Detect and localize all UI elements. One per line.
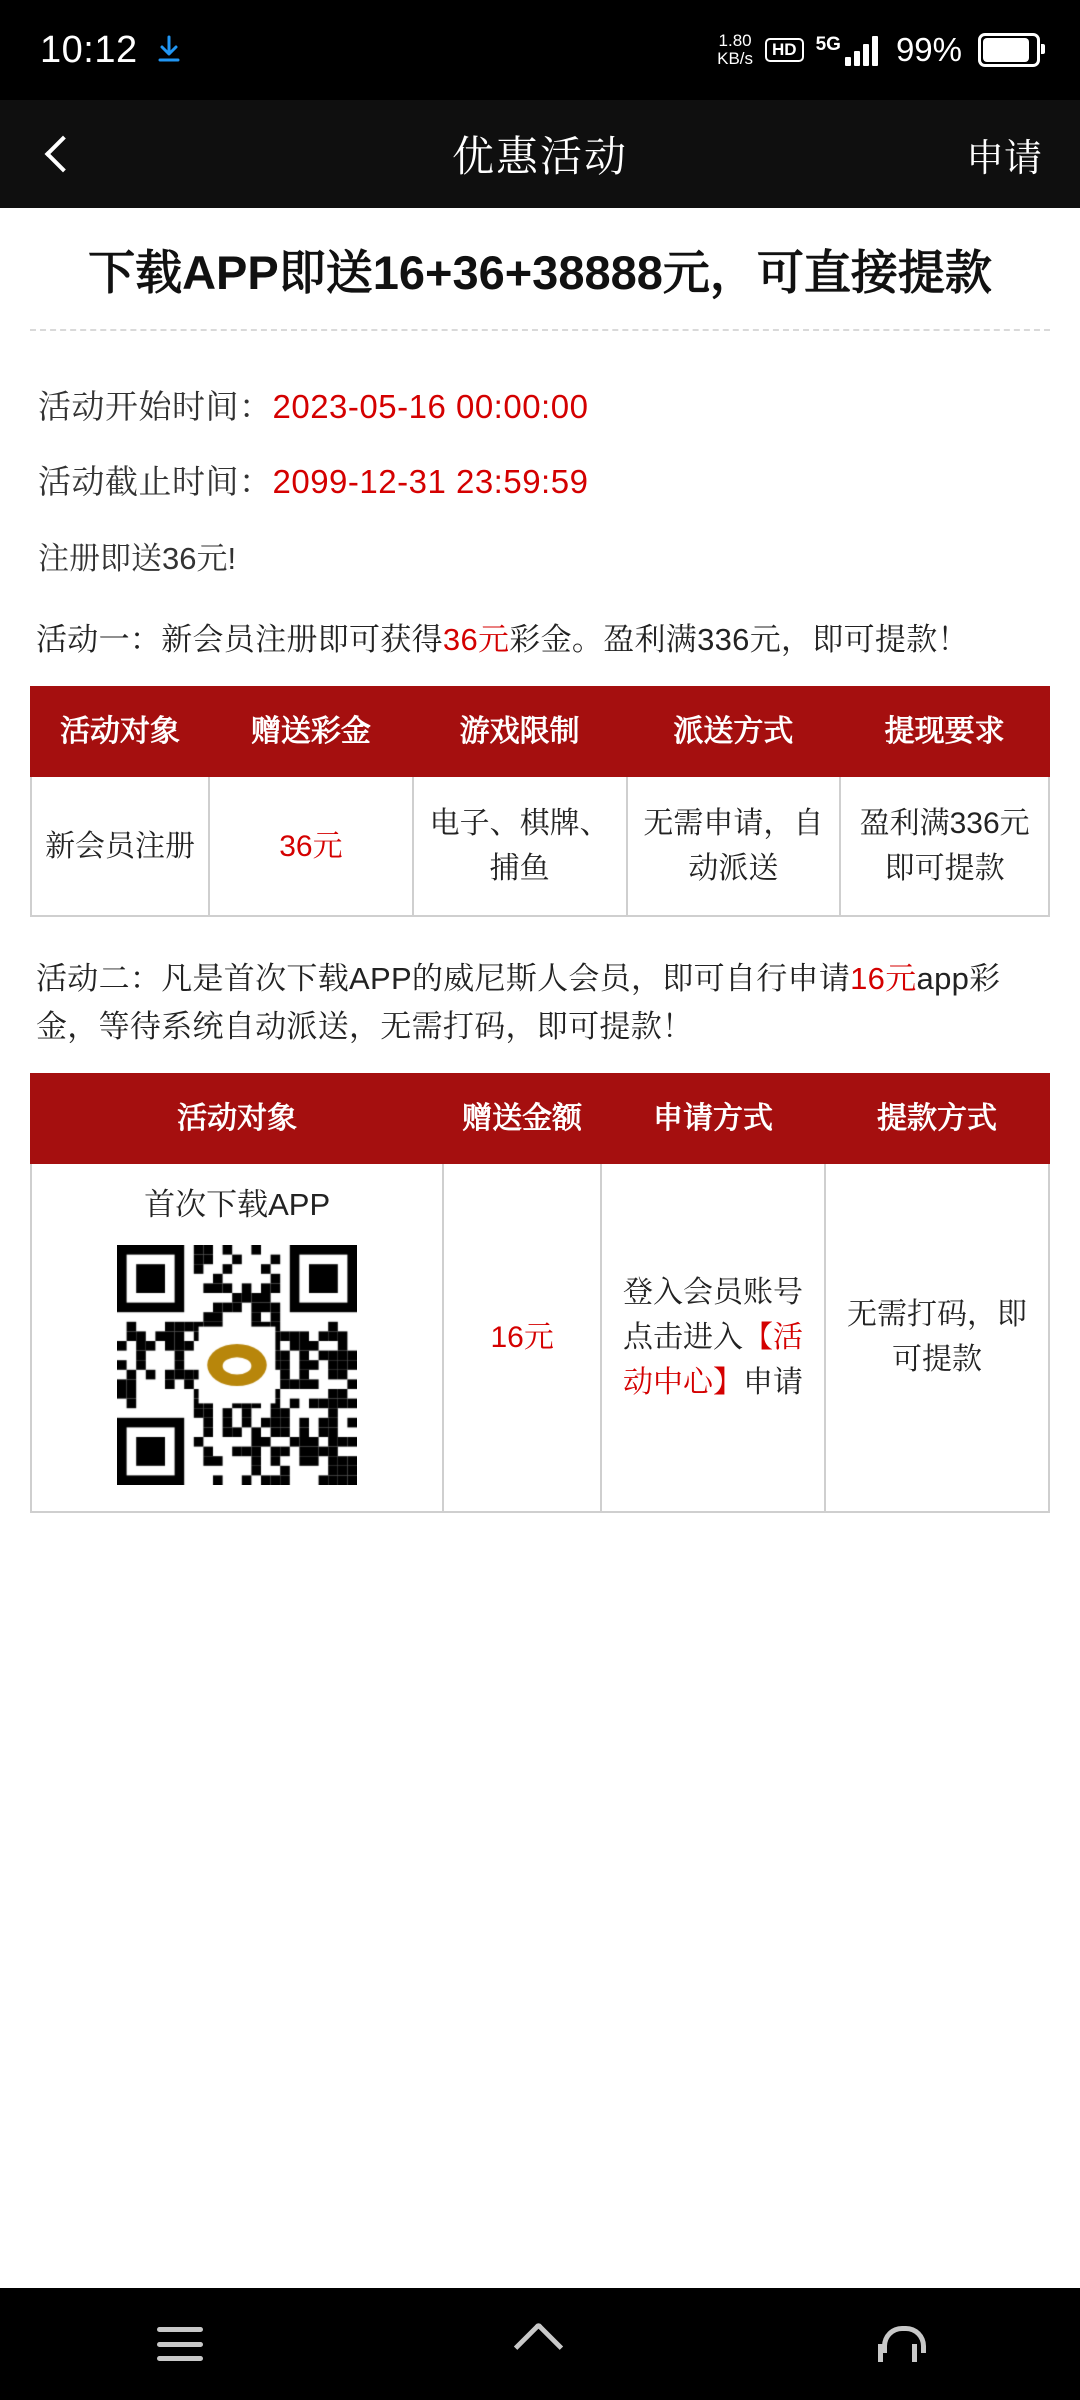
page-content bbox=[0, 208, 1080, 2288]
table1-header-cell: 游戏限制 bbox=[413, 687, 627, 776]
signal-icon bbox=[816, 35, 878, 66]
qr-label: 首次下载APP bbox=[144, 1187, 331, 1223]
headline: 下载APP即送16+36+38888元，可直接提款 bbox=[88, 246, 992, 299]
promo-table-2 bbox=[30, 1073, 1050, 1513]
table1-cell-games: 电子、棋牌、捕鱼 bbox=[413, 776, 627, 916]
table2-header-cell: 赠送金额 bbox=[443, 1074, 601, 1163]
network-speed bbox=[717, 32, 753, 68]
start-time-label: 活动开始时间： bbox=[38, 388, 273, 426]
table1-header-cell: 赠送彩金 bbox=[209, 687, 413, 776]
start-time-row bbox=[30, 367, 1050, 442]
table2-header-cell: 活动对象 bbox=[31, 1074, 443, 1163]
network-type-label: 5G bbox=[815, 33, 841, 55]
table2-cell-withdraw: 无需打码，即可提款 bbox=[825, 1163, 1049, 1512]
status-bar bbox=[0, 0, 1080, 100]
signal-bars-icon bbox=[845, 36, 878, 66]
table1-header-cell: 活动对象 bbox=[31, 687, 209, 776]
back-icon bbox=[876, 2324, 924, 2364]
promo-table-1 bbox=[30, 686, 1050, 917]
status-bar-left bbox=[40, 29, 182, 72]
table2-cell-qr bbox=[31, 1163, 443, 1512]
table2-cell-apply bbox=[601, 1163, 825, 1512]
end-time-label: 活动截止时间： bbox=[38, 463, 273, 501]
promo2-intro bbox=[30, 927, 1050, 1067]
recents-button[interactable] bbox=[120, 2304, 240, 2384]
end-time-value: 2099-12-31 23:59:59 bbox=[272, 463, 589, 501]
table1-cell-target: 新会员注册 bbox=[31, 776, 209, 916]
end-time-row bbox=[30, 442, 1050, 517]
apply-line-2-post: 申请 bbox=[743, 1365, 804, 1399]
start-time-value: 2023-05-16 00:00:00 bbox=[272, 388, 589, 426]
system-nav-bar bbox=[0, 2288, 1080, 2400]
table1-header-cell: 派送方式 bbox=[627, 687, 841, 776]
table1-cell-bonus: 36元 bbox=[209, 776, 413, 916]
promo1-intro-highlight: 36元 bbox=[442, 622, 510, 658]
table1-header-cell: 提现要求 bbox=[840, 687, 1049, 776]
promo1-intro-pre: 活动一：新会员注册即可获得 bbox=[36, 622, 443, 658]
battery-icon bbox=[978, 33, 1040, 67]
table1-cell-withdraw: 盈利满336元即可提款 bbox=[840, 776, 1049, 916]
table1-header-row bbox=[31, 687, 1049, 776]
apply-line-2-pre: 点击进入 bbox=[623, 1320, 744, 1354]
home-icon bbox=[517, 2325, 563, 2363]
network-speed-unit: KB/s bbox=[717, 49, 754, 68]
activity-center-link[interactable]: 【活动中心】 bbox=[623, 1320, 804, 1399]
download-icon bbox=[156, 35, 182, 65]
home-button[interactable] bbox=[480, 2304, 600, 2384]
promo2-intro-highlight: 16元 bbox=[850, 961, 917, 997]
apply-button[interactable]: 申请 bbox=[965, 137, 1042, 180]
promo1-intro bbox=[30, 588, 1050, 680]
status-bar-right bbox=[717, 31, 1040, 69]
promo1-intro-post: 彩金。盈利满336元，即可提款！ bbox=[509, 622, 969, 658]
promo2-intro-post: app彩金，等待系统自动派送，无需打码，即可提款！ bbox=[36, 961, 1001, 1045]
page-title: 优惠活动 bbox=[451, 133, 628, 180]
table1-cell-delivery: 无需申请，自动派送 bbox=[627, 776, 841, 916]
network-speed-value: 1.80 bbox=[718, 31, 752, 51]
status-time: 10:12 bbox=[40, 28, 138, 71]
table2-cell-amount: 16元 bbox=[443, 1163, 601, 1512]
battery-percent: 99% bbox=[895, 31, 962, 68]
hd-icon: HD bbox=[765, 38, 804, 63]
table-row bbox=[31, 1163, 1049, 1512]
table2-header-cell: 提款方式 bbox=[825, 1074, 1049, 1163]
back-button[interactable] bbox=[840, 2304, 960, 2384]
app-title-bar bbox=[0, 100, 1080, 208]
apply-line-1: 登入会员账号 bbox=[623, 1275, 804, 1309]
register-note: 注册即送36元! bbox=[38, 541, 237, 577]
event-meta bbox=[30, 331, 1050, 588]
table2-header-cell: 申请方式 bbox=[601, 1074, 825, 1163]
promo2-intro-pre: 活动二：凡是首次下载APP的威尼斯人会员，即可自行申请 bbox=[36, 961, 851, 997]
menu-icon bbox=[157, 2327, 203, 2361]
table-row bbox=[31, 776, 1049, 916]
qr-code-image[interactable] bbox=[117, 1245, 357, 1485]
table2-header-row bbox=[31, 1074, 1049, 1163]
